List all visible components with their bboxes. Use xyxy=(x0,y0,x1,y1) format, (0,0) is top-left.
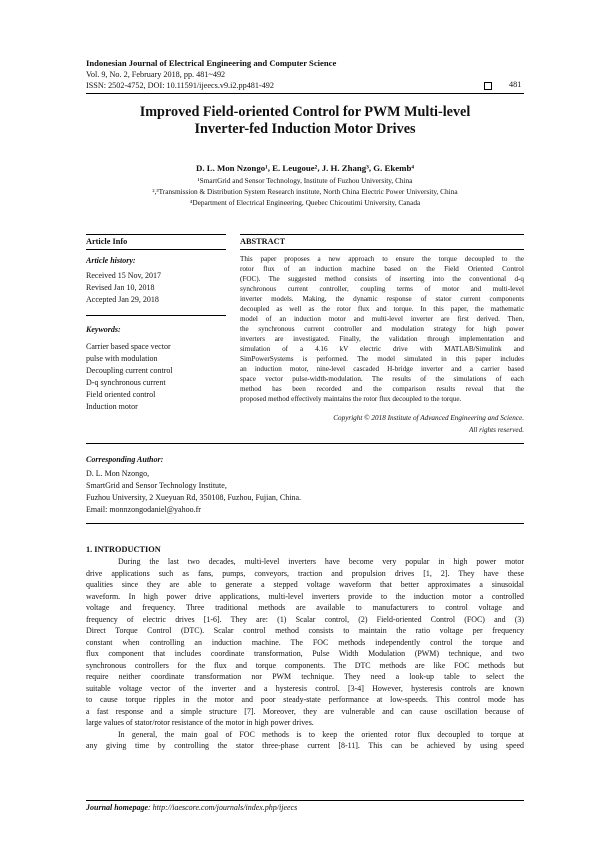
page-number: 481 xyxy=(509,80,522,89)
body-line: In general, the main goal of FOC methods is to keep the oriented rotor flux decoupled to torque at xyxy=(118,729,524,739)
abstract-line: proposed method effectively maintains the rotor flux decoupled to the torque. xyxy=(240,395,462,403)
keyword: Decoupling current control xyxy=(86,366,173,375)
body-line: to cause torque ripples in the motor and poor steady-state performance at low-speeds. This control mode has xyxy=(86,695,524,704)
body-line: require neither coordinate transformation nor PWM technique. They need a look-up table to select the xyxy=(86,672,524,681)
body-line: constant when controlling an induction machine. The FOC methods independently control the torque and xyxy=(86,637,524,647)
corresponding-heading: Corresponding Author: xyxy=(86,455,164,464)
history-received: Received 15 Nov, 2017 xyxy=(86,271,162,280)
abstract-line: synchronous current controller, coupling terms of motor and multi-level xyxy=(240,285,524,293)
corresponding-institute: SmartGrid and Sensor Technology Institute, xyxy=(86,481,227,490)
body-line: synchronous controllers for the flux and torque components. The DTC methods are like FOC methods but xyxy=(86,660,524,670)
abstract-top-rule xyxy=(240,234,524,235)
body-line: During the last two decades, multi-level inverters have become very popular in high power motor xyxy=(118,557,524,566)
body-line: voltage and frequency. Three traditional methods are available to manufacturers to control voltage and xyxy=(86,603,524,612)
journal-volume: Vol. 9, No. 2, February 2018, pp. 481~492 xyxy=(86,70,226,79)
abstract-line: an induction motor, nine-level cascaded H-bridge inverter and a carrier based xyxy=(240,365,524,373)
journal-homepage xyxy=(86,803,297,812)
title-line-1: Improved Field-oriented Control for PWM Multi-level xyxy=(139,104,471,120)
history-accepted: Accepted Jan 29, 2018 xyxy=(86,295,159,304)
affiliation-3: ⁴Department of Electrical Engineering, Quebec Chicoutimi University, Canada xyxy=(189,198,421,207)
keyword: Induction motor xyxy=(86,402,138,411)
info-mid-rule xyxy=(86,249,226,250)
abstract-line: This paper proposes a new approach to ensure the torque decoupled to the xyxy=(240,255,524,263)
square-icon xyxy=(484,82,492,90)
abstract-line: inverter models. Making, the dynamic response of stator current components xyxy=(240,295,524,303)
body-line: suitable voltage vector of the inverter and a hysteresis control. [3-4] However, hysteresis controls are known xyxy=(86,683,524,693)
paper-title xyxy=(86,104,524,137)
keyword: Carrier based space vector xyxy=(86,342,171,351)
abstract-line: rotor flux of an induction machine based on the Field Oriented Control xyxy=(240,265,524,273)
article-info-heading: Article Info xyxy=(86,237,128,246)
abstract-line: inverters are investigated. Finally, the validation through implementation and xyxy=(240,335,524,343)
body-line: large values of stator/rotor resistance of the motor in high power drives. xyxy=(86,718,314,727)
section-heading: 1. INTRODUCTION xyxy=(86,545,161,554)
body-line: flux component that includes coordinate transformation, Pulse Width Modulation (PWM) technique, and two xyxy=(86,649,524,658)
info-top-rule xyxy=(86,234,226,235)
abstract-heading: ABSTRACT xyxy=(240,237,286,246)
rights-line: All rights reserved. xyxy=(468,426,524,434)
abstract-line: simulation of a 4.16 kV electric drive with MATLAB/Simulink and xyxy=(240,345,524,353)
abstract-line: (FOC). The suggested method consists of inserting into the conventional d-q xyxy=(240,275,524,283)
body-line: any giving time by controlling the stator three-phase current [8-11]. This can be achieved by using speed xyxy=(86,741,524,750)
journal-name: Indonesian Journal of Electrical Engineering and Computer Science xyxy=(86,58,337,68)
header-rule xyxy=(86,93,524,94)
homepage-link[interactable]: : http://iaescore.com/journals/index.php/ijeecs xyxy=(148,803,298,812)
keyword: pulse with modulation xyxy=(86,354,158,363)
history-heading: Article history: xyxy=(86,256,136,265)
affiliation-2: ²,³Transmission & Distribution System Research institute, North China Electric Power University, China xyxy=(152,187,458,196)
authors: D. L. Mon Nzongo¹, E. Leugoue², J. H. Zhang³, G. Ekemb⁴ xyxy=(195,163,415,173)
abstract-line: model of an induction motor and multi-level inverter are first derived. Then, xyxy=(240,315,524,323)
abstract-line: decoupled as well as the rotor flux and torque. In this paper, the mathematic xyxy=(240,305,524,313)
corresponding-name: D. L. Mon Nzongo, xyxy=(86,469,150,478)
abstract-line: method has been recorded and the comparison results reveal that the xyxy=(240,385,524,393)
abstract-bottom-rule xyxy=(86,443,524,444)
footer-rule xyxy=(86,800,524,801)
keywords-heading: Keywords: xyxy=(86,325,121,334)
abstract-mid-rule xyxy=(240,249,524,250)
keyword: D-q synchronous current xyxy=(86,378,166,387)
corresponding-address: Fuzhou University, 2 Xueyuan Rd, 350108, Fuzhou, Fujian, China. xyxy=(86,493,302,502)
keyword: Field oriented control xyxy=(86,390,156,399)
body-line: waveform. In high power drive applications, multi-level inverters provide to the induction motor a controlled xyxy=(86,591,524,601)
body-line: frequency of electric drives [1-6]. They are: (1) Scalar control, (2) Field-oriented Control (FOC) and (3) xyxy=(86,614,524,624)
journal-issn-doi: ISSN: 2502-4752, DOI: 10.11591/ijeecs.v9.i2.pp481-492 xyxy=(86,81,274,90)
copyright-line: Copyright © 2018 Institute of Advanced Engineering and Science. xyxy=(333,414,524,422)
body-line: drive applications such as fans, pumps, conveyors, traction and propulsion drives [1, 2]. They have these xyxy=(86,568,524,578)
title-line-2: Inverter-fed Induction Motor Drives xyxy=(194,120,416,137)
abstract-line: SimPowerSystems is performed. The model simulated in this paper includes xyxy=(240,355,524,363)
affiliation-1: ¹SmartGrid and Sensor Technology, Institute of Fuzhou University, China xyxy=(197,176,413,185)
body-line: a fast response and a simple structure [7]. Moreover, they are vulnerable and can cause oscillation because of xyxy=(86,706,524,716)
corresponding-rule xyxy=(86,523,524,524)
history-revised: Revised Jan 10, 2018 xyxy=(86,283,155,292)
history-rule xyxy=(86,315,226,316)
body-line: qualities since they are able to generate a stepped voltage waveform that better approximates a sinusoidal xyxy=(86,580,524,589)
abstract-line: the synchronous current controller and modulation strategy for high power xyxy=(240,325,524,333)
corresponding-email: Email: monnzongodaniel@yahoo.fr xyxy=(86,505,201,514)
homepage-label: Journal homepage xyxy=(86,803,149,812)
body-line: Direct Torque Control (DTC). Scalar control method consists to maintain the ratio voltage per frequency xyxy=(86,626,524,635)
abstract-line: space vector pulse-width-modulation. The results of the simulations of each xyxy=(240,375,524,383)
